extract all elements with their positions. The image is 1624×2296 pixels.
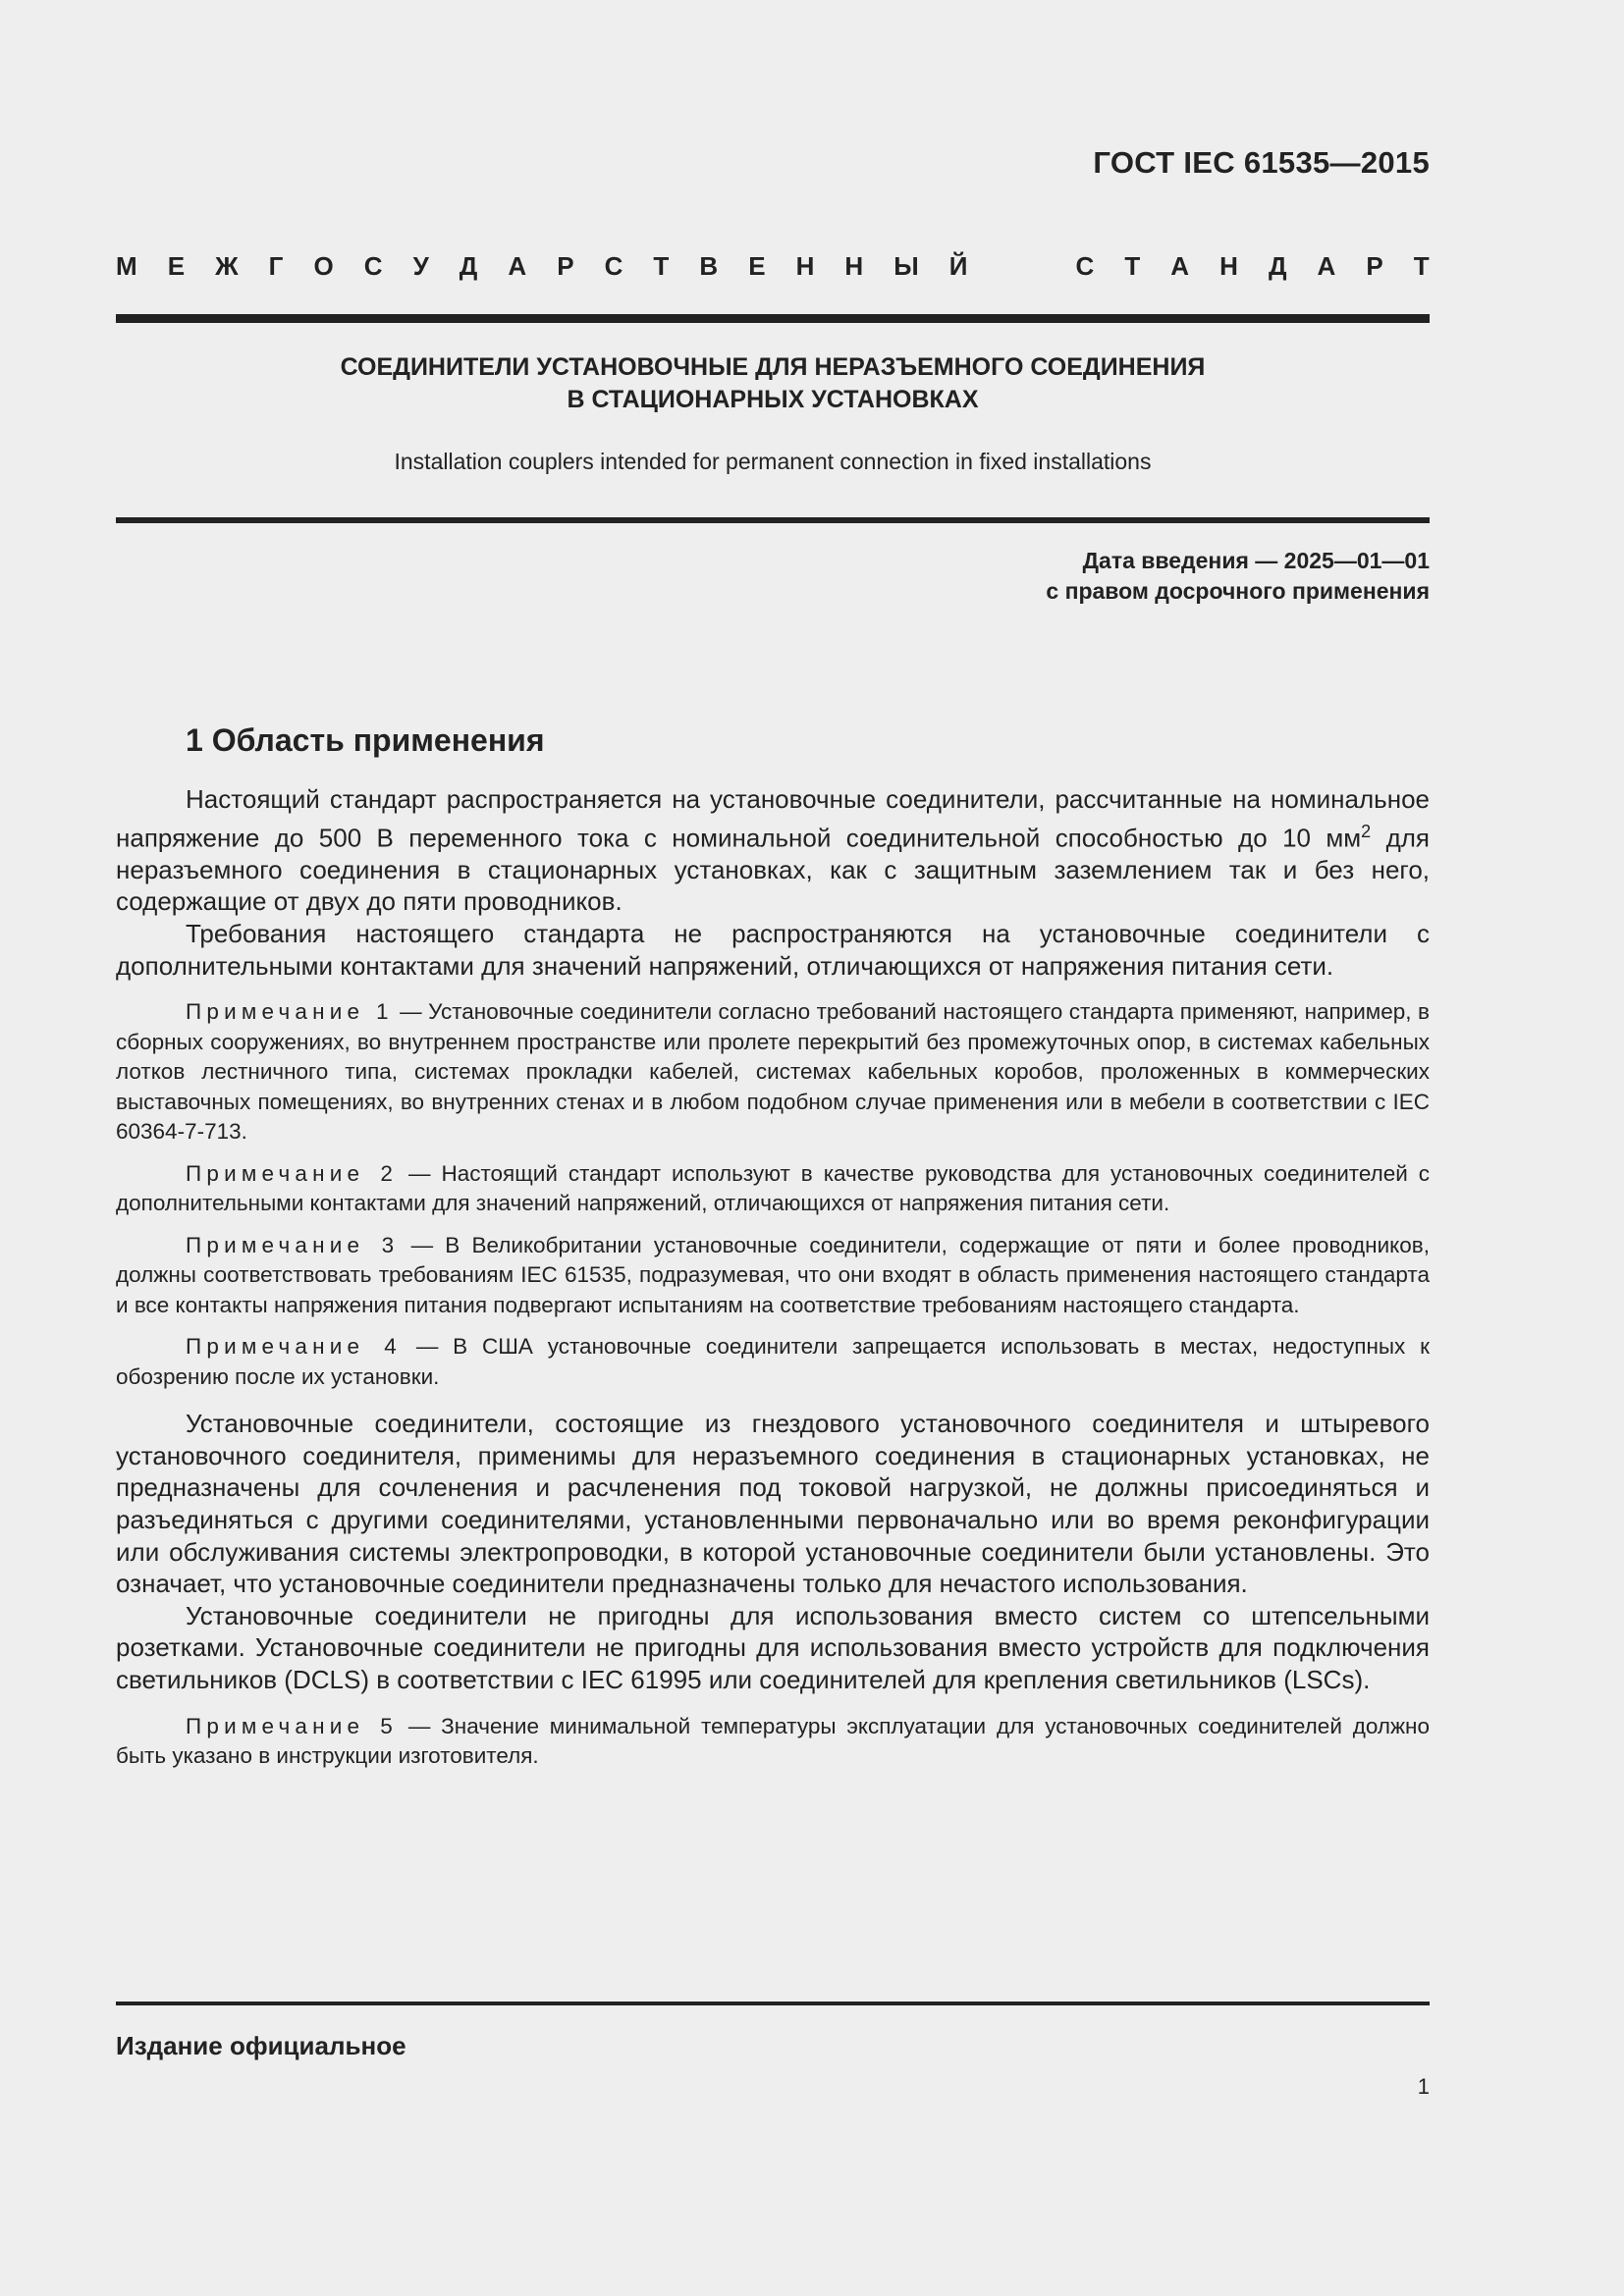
paragraph-3: Установочные соединители, состоящие из гнездового установочного соединителя и штыревого установочного соединителя, применимы для неразъемного соединения в стационарных установках, не предназначены для сочленения и расчленения под токовой нагрузкой, не должны присоединяться и разъединяться с другими соединителями, установленными первоначально или во время реконфигурации или обслуживания системы электропроводки, в которой установочные соединители были установлены. Это означает, что установочные соединители предназначены только для нечастого использования. [116, 1409, 1430, 1599]
banner-letter: Д [1268, 251, 1287, 281]
banner-letter: О [313, 251, 334, 281]
note-5 [116, 1712, 1430, 1772]
introduction-date: Дата введения — 2025—01—01 [1082, 548, 1430, 573]
banner-letter: Н [844, 251, 864, 281]
note-1-label: Примечание 1 [186, 999, 394, 1025]
banner-letter: Г [268, 251, 284, 281]
paragraph-4: Установочные соединители не пригодны для использования вместо систем со штепсельными розетками. Установочные соединители не пригодны для использования вместо устройств для подключения светильников (DCLS) в соответствии с IEC 61995 или соединителей для крепления светильников (LSCs). [116, 1600, 1430, 1694]
paragraph-1-text-a: Настоящий стандарт распространяется на установочные соединители, рассчитанные на номинальное напряжение до 500 В переменного тока с номинальной соединительной способностью до 10 мм [116, 784, 1430, 853]
banner-letter: В [699, 251, 719, 281]
banner-letter: Е [748, 251, 766, 281]
note-3-label: Примечание 3 [186, 1232, 400, 1257]
banner-letter: М [116, 251, 137, 281]
banner-letter: Т [1124, 251, 1141, 281]
title-line-2: В СТАЦИОНАРНЫХ УСТАНОВКАХ [567, 386, 979, 413]
banner-letter: А [1170, 251, 1190, 281]
official-edition: Издание официальное [116, 2031, 406, 2060]
note-2-label: Примечание 2 [186, 1160, 399, 1186]
banner-letter: Й [948, 251, 968, 281]
page-number: 1 [1417, 2074, 1430, 2099]
footer-rule [116, 2002, 1430, 2005]
header-rule [116, 314, 1430, 323]
introduction-date-block [1046, 546, 1430, 607]
title-line-1: СОЕДИНИТЕЛИ УСТАНОВОЧНЫЕ ДЛЯ НЕРАЗЪЕМНОГО СОЕДИНЕНИЯ [340, 353, 1206, 381]
note-5-label: Примечание 5 [186, 1713, 398, 1738]
english-title: Installation couplers intended for permanent connection in fixed installations [394, 449, 1152, 474]
standard-title [116, 351, 1430, 416]
superscript: 2 [1361, 821, 1372, 841]
banner-letter: С [363, 251, 383, 281]
note-4 [116, 1332, 1430, 1392]
note-4-text: — В США установочные соединители запрещается использовать в местах, недоступных к обозрению после их установки. [116, 1334, 1430, 1389]
banner-letter: Р [1366, 251, 1383, 281]
interstate-standard-banner [116, 251, 1430, 282]
banner-letter: Е [167, 251, 186, 281]
note-5-text: — Значение минимальной температуры эксплуатации для установочных соединителей должно быть указано в инструкции изготовителя. [116, 1713, 1430, 1769]
banner-letter: Р [557, 251, 574, 281]
banner-letter: Ж [215, 251, 239, 281]
paragraph-1-text-b: для неразъемного соединения в стационарных установках, как с защитным заземлением так и без него, содержащие от двух до пяти проводников. [116, 823, 1430, 917]
note-3 [116, 1231, 1430, 1321]
banner-word-gap [998, 251, 1045, 282]
early-application: с правом досрочного применения [1046, 578, 1430, 604]
title-rule [116, 517, 1430, 523]
banner-letter: Т [1413, 251, 1430, 281]
paragraph-1 [116, 783, 1430, 918]
section-heading: 1 Область применения [186, 722, 545, 758]
paragraph-2: Требования настоящего стандарта не распространяются на установочные соединители с дополнительными контактами для значений напряжений, отличающихся от напряжения питания сети. [116, 919, 1430, 981]
note-2-text: — Настоящий стандарт используют в качестве руководства для установочных соединителей с дополнительными контактами для значений напряжений, отличающихся от напряжения питания сети. [116, 1160, 1430, 1216]
banner-letter: Н [795, 251, 815, 281]
gost-code: ГОСТ IEC 61535—2015 [1093, 145, 1430, 180]
note-4-label: Примечание 4 [186, 1334, 402, 1360]
note-1 [116, 997, 1430, 1148]
banner-letter: Д [459, 251, 478, 281]
banner-letter: Т [653, 251, 670, 281]
section-body [116, 783, 1430, 1772]
note-3-text: — В Великобритании установочные соединители, содержащие от пяти и более проводников, должны соответствовать требованиям IEC 61535, подразумевая, что они входят в область применения настоящего стандарта и все контакты напряжения питания подвергают испытаниям на соответствие требованиям настоящего стандарта. [116, 1232, 1430, 1317]
banner-letter: Ы [893, 251, 919, 281]
note-1-text: — Установочные соединители согласно требований настоящего стандарта применяют, например, в сборных сооружениях, во внутреннем пространстве или пролете перекрытий без промежуточных опор, в системах кабельных лотков лестничного типа, системах прокладки кабелей, системах кабельных коробов, проложенных в коммерческих выставочных помещениях, во внутренних стенах и в любом подобном случае применения или в мебели в соответствии с IEC 60364-7-713. [116, 999, 1430, 1145]
banner-letter: С [604, 251, 623, 281]
banner-letter: У [412, 251, 429, 281]
banner-letter: А [508, 251, 527, 281]
banner-letter: Н [1219, 251, 1238, 281]
banner-letter: А [1317, 251, 1336, 281]
banner-letter: С [1075, 251, 1095, 281]
document-page [116, 0, 1430, 2296]
note-2 [116, 1159, 1430, 1219]
